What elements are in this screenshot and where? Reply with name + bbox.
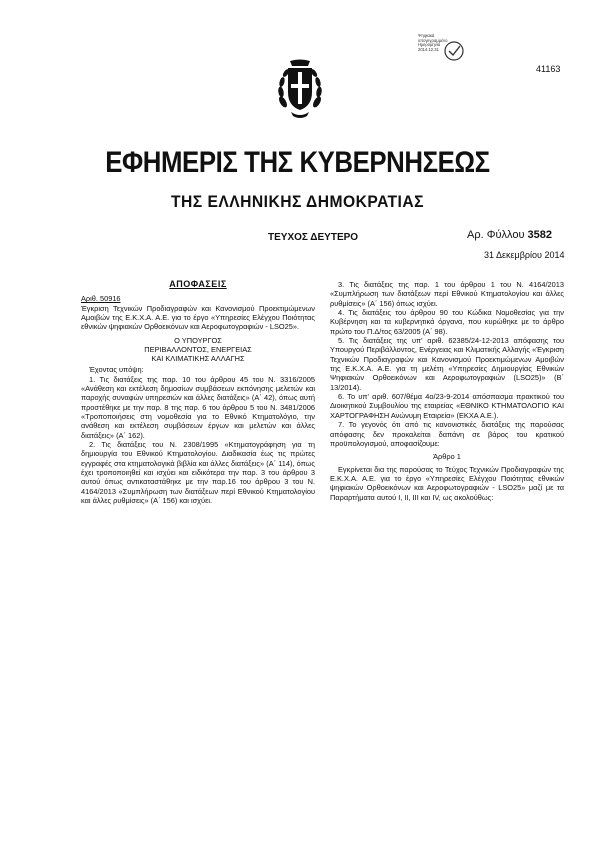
paragraph: 6. Το υπ' αριθ. 607/θέμα 4ο/23-9-2014 απόσπασμα πρακτικού του Διοικητικού Συμβουλίου της εταιρείας «ΕΘΝΙΚΟ ΚΤΗΜΑΤΟΛΟΓΙΟ ΚΑΙ ΧΑΡΤΟΓΡΑΦΗΣΗ Ανώνυμη Εταιρεία» (ΕΚΧΑ Α.Ε.).	[330, 392, 564, 420]
paragraph: 4. Τις διατάξεις του άρθρου 90 του Κώδικα Νομοθεσίας για την Κυβέρνηση και τα κυβερνητικά όργανα, που κυρώθηκε με το άρθρο πρώτο του Π.Δ/τος 63/2005 (Α΄ 98).	[330, 308, 564, 336]
paragraph: 3. Τις διατάξεις της παρ. 1 του άρθρου 1 του Ν. 4164/2013 «Συμπλήρωση των διατάξεων περί Εθνικού Κτηματολογίου και άλλες ρυθμίσεις» (Α΄ 156) όπως ισχύει.	[330, 280, 564, 308]
decisions-heading: ΑΠΟΦΑΣΕΙΣ	[169, 279, 227, 289]
signature-stamp-text	[418, 34, 452, 52]
paragraph: 1. Τις διατάξεις της παρ. 10 του άρθρου 45 του Ν. 3316/2005 «Ανάθεση και εκτέλεση δημοσίων συμβάσεων εκπόνησης μελετών και παροχής συναφών υπηρεσιών και άλλες διατάξεις» (Α΄ 42), όπως αυτή προστέθηκε με την παρ. 8 της παρ. 6 του άρθρου 5 του Ν. 3481/2006 «Τροποποιήσεις στη νομοθεσία για το Εθνικό Κτηματολόγιο, την ανάθεση και εκτέλεση συμβάσεων έργων και μελετών και άλλες διατάξεις» (Α΄ 162).	[81, 374, 315, 440]
stamp-line: Ψηφιακά υπογεγραμμένο	[418, 33, 448, 43]
stamp-line: Ημερομηνία	[418, 42, 441, 48]
article-heading: Άρθρο 1	[433, 452, 461, 462]
paragraph: 7. Το γεγονός ότι από τις κανονιστικές διατάξεις της παρούσας απόφασης δεν προκαλείται δαπάνη σε βάρος του κρατικού προϋπολογισμού, αποφασίζουμε:	[330, 420, 564, 448]
ministry-line: ΠΕΡΙΒΑΛΛΟΝΤΟΣ, ΕΝΕΡΓΕΙΑΣ	[144, 344, 252, 354]
ministry-line: ΚΑΙ ΚΛΙΜΑΤΙΚΗΣ ΑΛΛΑΓΗΣ	[151, 354, 245, 364]
ministry-line: Ο ΥΠΟΥΡΓΟΣ	[174, 335, 222, 345]
sheet-number	[467, 229, 552, 241]
greek-coat-of-arms-icon	[277, 58, 323, 120]
paragraph: 2. Τις διατάξεις του Ν. 2308/1995 «Κτηματογράφηση για τη δημιουργία του Εθνικού Κτηματολογίου. Διαδικασία έως τις πρώτες εγγραφές στα κτηματολογικά βιβλία και άλλες διατάξεις» (Α΄ 114), όπως έχει τροποποιηθεί και ισχύει και ειδικότερα την παρ. 3 του άρθρου 3 αυτού όπως αντικαταστάθηκε με την παρ.16 του άρθρου 3 του Ν. 4164/2013 «Συμπλήρωση των διατάξεων περί Εθνικού Κτηματολογίου και άλλες ρυθμίσεις» (Α΄ 156) και ισχύει.	[81, 440, 315, 506]
right-column	[330, 280, 564, 502]
gazette-subtitle: ΤΗΣ ΕΛΛΗΝΙΚΗΣ ΔΗΜΟΚΡΑΤΙΑΣ	[171, 192, 424, 211]
issue-label: ΤΕΥΧΟΣ ΔΕΥΤΕΡΟ	[268, 232, 359, 243]
considering-intro: Έχοντας υπόψη:	[89, 365, 144, 375]
left-column	[81, 280, 315, 505]
decision-number: Αριθ. 50916	[81, 294, 121, 304]
gazette-title: ΕΦΗΜΕΡΙΣ ΤΗΣ ΚΥΒΕΡΝΗΣΕΩΣ	[105, 146, 490, 179]
article-text: Εγκρίνεται δια της παρούσας το Τεύχος Τεχνικών Προδιαγραφών της Ε.Κ.Χ.Α. Α.Ε. για το έργο «Υπηρεσίες Ελέγχου Ποιότητας εθνικών ψηφιακών Ορθοεικόνων και Αεροφωτογραφιών - LSO25» μαζί με τα Παραρτήματα αυτού Ι, ΙΙ, ΙΙΙ και ΙV, ως ακολούθως:	[330, 464, 564, 502]
publication-date: 31 Δεκεμβρίου 2014	[484, 250, 565, 260]
sheet-label: Αρ. Φύλλου	[467, 229, 525, 241]
ministry-heading	[81, 336, 315, 364]
decision-title: Έγκριση Τεχνικών Προδιαγραφών και Κανονισμού Προεκτιμώμενων Αμοιβών της Ε.Κ.Χ.Α. Α.Ε. για το έργο «Υπηρεσίες Ελέγχου Ποιότητας εθνικών ψηφιακών Ορθοεικόνων και Αεροφωτογραφιών - LSO25».	[81, 303, 315, 332]
paragraph: 5. Τις διατάξεις της υπ' αριθ. 62385/24-12-2013 απόφασης του Υπουργού Περιβάλλοντος, Ενέργειας και Κλιματικής Αλλαγής «Έγκριση Τεχνικών Προδιαγραφών και Κανονισμού Προεκτιμώμενων Αμοιβών της Ε.Κ.Χ.Α. Α.Ε. για τη μελέτη «Υπηρεσίες Δημιουργίας Εθνικών Ψηφιακών Ορθοεικόνων και Αεροφωτογραφιών (LSO25)» (Β΄ 13/2014).	[330, 336, 564, 392]
sheet-number-value: 3582	[527, 229, 553, 241]
page-number: 41163	[536, 64, 561, 74]
stamp-line: 2014.12.31	[418, 46, 439, 52]
